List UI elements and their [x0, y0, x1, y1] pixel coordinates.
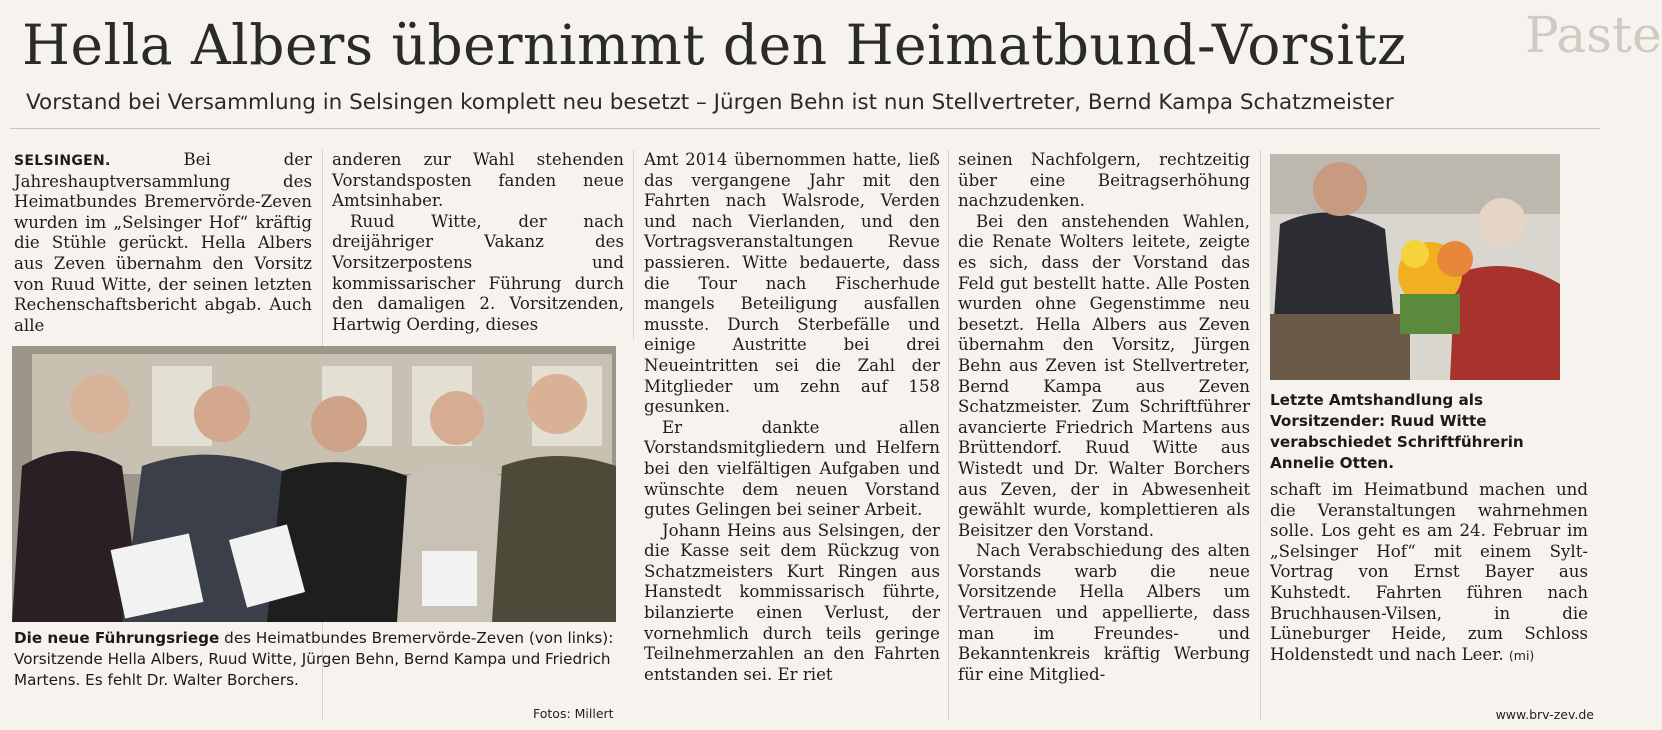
column-separator — [948, 150, 949, 720]
column-4-paragraph: seinen Nachfolgern, rechtzeitig über eine Beitragserhöhung nachzudenken. — [958, 150, 1250, 211]
column-2-paragraph: Ruud Witte, der nach dreijähriger Vakanz des Vorsitzerpostens und kommissarischer Führung durch den damaligen 2. Vorsitzenden, Hartwig Oerding, dieses — [332, 211, 624, 334]
header-rule — [10, 128, 1600, 129]
column-separator — [1260, 150, 1261, 720]
column-5-text: schaft im Heimatbund machen und die Veranstaltungen wahrnehmen solle. Los geht es am 24. Februar im „Selsinger Hof“ mit einem Sylt-Vortrag von Ernst Bayer aus Kuhstedt. Fahrten führen nach Bruchhausen-Vilsen, in die Lüneburger Heide, zum Schloss Holdenstedt und nach Leer. — [1270, 480, 1588, 664]
article-column-3 — [644, 150, 940, 720]
column-2-paragraph: anderen zur Wahl stehenden Vorstandsposten fanden neue Amtsinhaber. — [332, 150, 624, 211]
article-column-5 — [1270, 480, 1588, 704]
subheadline: Vorstand bei Versammlung in Selsingen komplett neu besetzt – Jürgen Behn ist nun Stellvertreter, Bernd Kampa Schatzmeister — [26, 90, 1394, 115]
column-3-paragraph: Amt 2014 übernommen hatte, ließ das vergangene Jahr mit den Fahrten nach Walsrode, Verden und nach Vierlanden, und den Vortragsveranstaltungen Revue passieren. Witte bedauerte, dass die Tour nach Fischerhude mangels Beteiligung ausfallen musste. Durch Sterbefälle und einige Austritte bei drei Neueintritten sei die Zahl der Mitglieder um zehn auf 158 gesunken. — [644, 150, 940, 417]
photo-credit: Fotos: Millert — [533, 706, 614, 721]
caption-text: als Vorsitzender: Ruud Witte verabschiedet Schriftführerin Annelie Otten. — [1270, 391, 1524, 472]
dateline: SELSINGEN. — [14, 153, 111, 169]
column-3-paragraph: Er dankte allen Vorstandsmitgliedern und Helfern bei den vielfältigen Aufgaben und wünschte dem neuen Vorstand gutes Gelingen bei seiner Arbeit. — [644, 417, 940, 520]
website-url: www.brv-zev.de — [1495, 707, 1594, 722]
neighbor-headline-fragment: Paste — [1525, 6, 1662, 64]
article-column-2 — [332, 150, 624, 334]
column-3-paragraph: Johann Heins aus Selsingen, der die Kasse seit dem Rückzug von Schatzmeisters Kurt Ringen aus Hanstedt kommissarisch führte, bilanzierte einen Verlust, der vornehmlich durch teils geringe Teilnehmerzahlen an den Fahrten entstanden sei. Er riet — [644, 520, 940, 684]
article-column-1 — [14, 150, 312, 335]
handover-photo — [1270, 154, 1560, 380]
caption-text: des Heimatbundes Bremervörde-Zeven (von links): Vorsitzende Hella Albers, Ruud Witte, Jürgen Behn, Bernd Kampa und Friedrich Martens. Es fehlt Dr. Walter Borchers. — [14, 629, 614, 689]
author-tag: (mi) — [1508, 647, 1535, 663]
article-column-4 — [958, 150, 1250, 720]
group-photo-image — [12, 346, 616, 622]
column-4-paragraph: Nach Verabschiedung des alten Vorstands warb die neue Vorsitzende Hella Albers um Vertrauen und appellierte, dass man im Freundes- und Bekanntenkreis kräftig Werbung für eine Mitglied- — [958, 541, 1250, 684]
handover-photo-image — [1270, 154, 1560, 380]
group-photo — [12, 346, 616, 622]
handover-photo-caption — [1270, 390, 1588, 472]
group-photo-caption — [14, 628, 618, 718]
caption-lead: Die neue Führungsriege — [14, 629, 220, 647]
column-1-text: Bei der Jahreshauptversammlung des Heimatbundes Bremervörde-Zeven wurden im „Selsinger Hof“ kräftig die Stühle gerückt. Hella Albers aus Zeven übernahm den Vorsitz von Ruud Witte, der seinen letzten Rechenschaftsbericht abgab. Auch alle — [14, 150, 312, 335]
column-separator — [633, 150, 634, 340]
headline: Hella Albers übernimmt den Heimatbund-Vorsitz — [22, 13, 1407, 77]
caption-lead: Letzte Amtshandlung — [1270, 391, 1454, 409]
column-4-paragraph: Bei den anstehenden Wahlen, die Renate Wolters leitete, zeigte es sich, dass der Vorstand das Feld gut bestellt hatte. Alle Posten wurden ohne Gegenstimme neu besetzt. Hella Albers aus Zeven übernahm den Vorsitz, Jürgen Behn aus Zeven ist Stellvertreter, Bernd Kampa aus Zeven Schatzmeister. Zum Schriftführer avancierte Friedrich Martens aus Brüttendorf. Ruud Witte aus Wistedt und Dr. Walter Borchers aus Zeven, der in Abwesenheit gewählt wurde, komplettieren als Beisitzer den Vorstand. — [958, 211, 1250, 540]
